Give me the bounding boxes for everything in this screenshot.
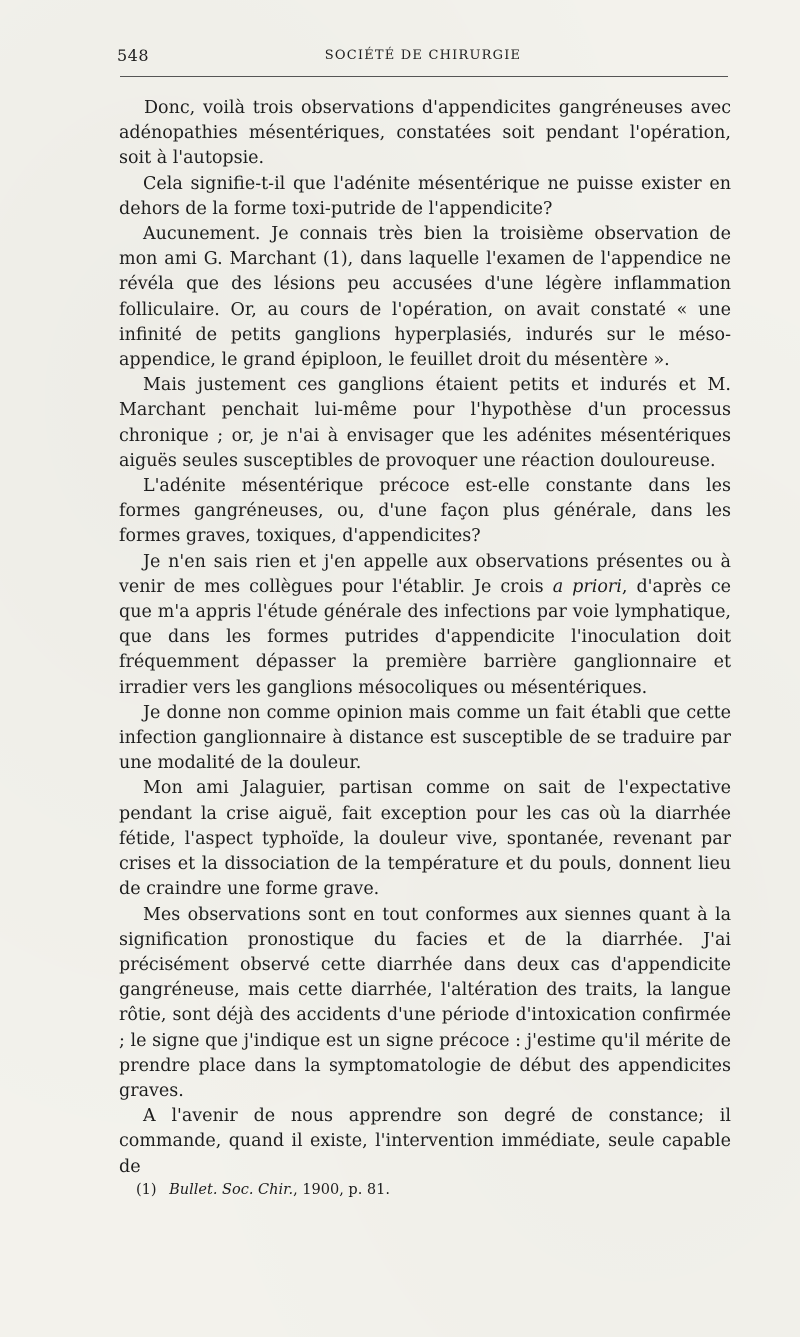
paragraph: Mes observations sont en tout conformes aux siennes quant à la signification pronostique du facies et de la diarrhée. J'ai précisément observé cette diarrhée dans deux cas d'appendicite gangréneuse, mais cette diarrhée, l'altération des traits, la langue rôtie, sont déjà des accidents d'une période d'intoxication confirmée ; le signe que j'indique est un signe précoce : j'estime qu'il mérite de prendre place dans la symptomatologie de début des appendicites graves. [119, 904, 731, 1101]
page-number: 548 [117, 46, 150, 65]
footnote-details: , 1900, p. 81. [293, 1182, 390, 1198]
paragraph: Je n'en sais rien et j'en appelle aux observations présentes ou à venir de mes collègues pour l'établir. Je crois a priori, d'après ce que m'a appris l'étude générale des infections par voie lymphatique, que dans les formes putrides d'appendicite l'inoculation doit fréquemment dépasser la première barrière ganglionnaire et irradier vers les ganglions mésocoliques ou mésentériques. [119, 551, 732, 698]
paragraph: Cela signifie-t-il que l'adénite mésentérique ne puisse exister en dehors de la forme toxi-putride de l'appendicite? [119, 173, 731, 219]
paragraph: Mon ami Jalaguier, partisan comme on sait de l'expectative pendant la crise aiguë, fait exception pour les cas où la diarrhée fétide, l'aspect typhoïde, la douleur vive, spontanée, revenant par crises et la dissociation de la température et du pouls, donnent lieu de craindre une forme grave. [119, 778, 731, 900]
footnote-marker: (1) [136, 1182, 157, 1198]
paragraph: L'adénite mésentérique précoce est-elle constante dans les formes gangréneuses, ou, d'une façon plus générale, dans les formes graves, toxiques, d'appendicites? [119, 476, 731, 547]
italic-emphasis: a priori [552, 576, 622, 597]
header-rule [120, 76, 728, 77]
paragraph: Mais justement ces ganglions étaient petits et indurés et M. Marchant penchait lui-même pour l'hypothèse d'un processus chronique ; or, je n'ai à envisager que les adénites mésentériques aiguës seules susceptibles de provoquer une réaction douloureuse. [119, 375, 731, 471]
paragraph: Je donne non comme opinion mais comme un fait établi que cette infection ganglionnaire à distance est susceptible de se traduire par une modalité de la douleur. [119, 702, 731, 774]
paragraph: A l'avenir de nous apprendre son degré de constance; il commande, quand il existe, l'intervention immédiate, seule capable de [119, 1106, 731, 1177]
paragraph: Aucunement. Je connais très bien la troisième observation de mon ami G. Marchant (1), dans laquelle l'examen de l'appendice ne révéla que des lésions peu accusées d'une légère inflammation folliculaire. Or, au cours de l'opération, on avait constaté « une infinité de petits ganglions hyperplasiés, indurés sur le méso-appendice, le grand épiploon, le feuillet droit du mésentère ». [119, 224, 731, 371]
footnote [136, 1180, 636, 1200]
paragraph: Donc, voilà trois observations d'appendicites gangréneuses avec adénopathies mésentériques, constatées soit pendant l'opération, soit à l'autopsie. [119, 98, 731, 169]
page-header [117, 46, 729, 68]
running-head: SOCIÉTÉ DE CHIRURGIE [324, 48, 522, 63]
body-text [119, 96, 731, 1180]
footnote-source: Bullet. Soc. Chir. [169, 1182, 294, 1198]
